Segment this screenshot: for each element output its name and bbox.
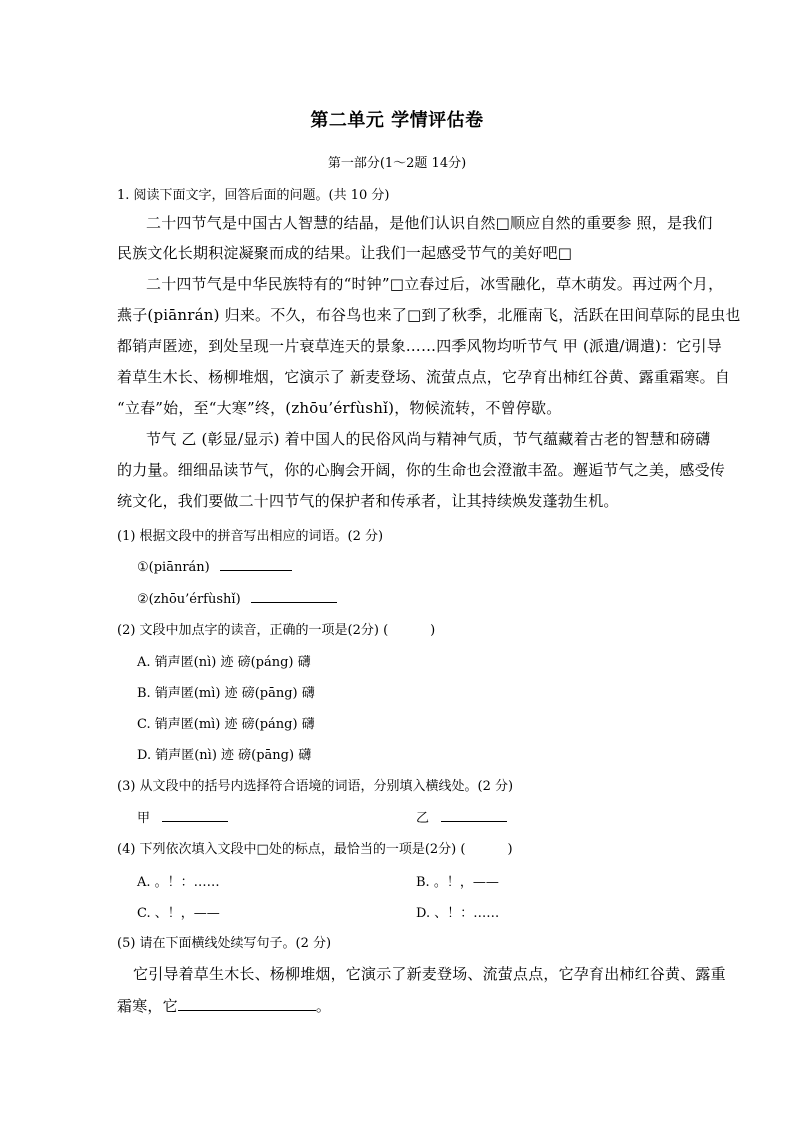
passage-p2-line4: 着草生木长、杨柳堆烟，它演示了 新麦登场、流萤点点，它孕育出柿红谷黄、露重霜寒。自 [117,368,730,386]
sub-question-4-close: ) [507,842,513,857]
sub-question-1-item-1 [137,558,292,575]
answer-blank-yi[interactable] [441,809,507,822]
answer-blank-5[interactable] [178,998,316,1011]
passage-p3-line3: 统文化，我们要做二十四节气的保护者和传承者，让其持续焕发蓬勃生机。 [117,492,619,510]
pinyin-prompt-1: ①(piānrán) [137,560,210,575]
page-title: 第二单元 学情评估卷 [310,110,484,131]
sub-question-1-stem: (1) 根据文段中的拼音写出相应的词语。(2 分) [117,529,384,544]
question-1-stem: 1. 阅读下面文字，回答后面的问题。(共 10 分) [117,188,390,203]
option-2c[interactable]: C. 销声匿(mì) 迹 磅(páng) 礴 [137,717,315,732]
passage-p3-line1: 节气 乙 (彰显/显示) 着中国人的民俗风尚与精神气质，节气蕴藏着古老的智慧和磅礴 [146,430,711,448]
sub-question-4-stem [117,838,513,857]
section-heading: 第一部分(1～2题 14分) [327,156,467,171]
passage-p1-line1: 二十四节气是中国古人智慧的结晶，是他们认识自然□顺应自然的重要参 照，是我们 [146,214,713,232]
pinyin-prompt-2: ②(zhōu’érfùshǐ) [137,592,241,607]
passage-p1-line2: 民族文化长期积淀凝聚而成的结果。让我们一起感受节气的美好吧□ [117,244,573,262]
sub-question-2-close: ) [430,623,436,638]
passage-p2-line1: 二十四节气是中华民族特有的“时钟”□立春过后，冰雪融化，草木萌发。再过两个月， [146,275,724,293]
sub-question-4-text: (4) 下列依次填入文段中□处的标点，最恰当的一项是(2分) ( [117,842,466,857]
option-4b[interactable]: B. 。！，—— [416,875,499,890]
continuation-line-2 [117,995,331,1016]
answer-blank-2[interactable] [251,590,337,603]
option-4a[interactable]: A. 。！：…… [137,875,220,890]
option-2a[interactable]: A. 销声匿(nì) 迹 磅(páng) 礴 [137,655,311,670]
sub-question-1-item-2 [137,590,337,607]
continuation-line-1: 它引导着草生木长、杨柳堆烟，它演示了新麦登场、流萤点点，它孕育出柿红谷黄、露重 [133,965,726,983]
option-2b[interactable]: B. 销声匿(mì) 迹 磅(pāng) 礴 [137,686,315,701]
continuation-end: 。 [315,997,332,1015]
answer-blank-1[interactable] [220,558,292,571]
passage-p2-line2: 燕子(piānrán) 归来。不久，布谷鸟也来了□到了秋季，北雁南飞，活跃在田间草际的昆虫也 [117,306,741,324]
sub-question-2-stem [117,619,435,638]
answer-blank-jia[interactable] [162,809,228,822]
label-yi: 乙 [416,811,430,826]
fill-blank-b [416,807,507,826]
passage-p2-line5: “立春”始，至“大寒”终，(zhōu’érfùshǐ)，物候流转，不曾停歇。 [117,399,562,417]
sub-question-2-text: (2) 文段中加点字的读音，正确的一项是(2分) ( [117,623,389,638]
continuation-prefix: 霜寒，它 [117,997,178,1015]
fill-blank-a [137,807,228,826]
option-4d[interactable]: D. 、！：…… [416,906,500,921]
sub-question-3-stem: (3) 从文段中的括号内选择符合语境的词语，分别填入横线处。(2 分) [117,779,514,794]
passage-p3-line2: 的力量。细细品读节气，你的心胸会开阔，你的生命也会澄澈丰盈。邂逅节气之美，感受传 [117,461,726,479]
option-4c[interactable]: C. 、！，—— [137,906,220,921]
option-2d[interactable]: D. 销声匿(nì) 迹 磅(pāng) 礴 [137,748,312,763]
label-jia: 甲 [137,811,151,826]
sub-question-5-stem: (5) 请在下面横线处续写句子。(2 分) [117,936,332,951]
passage-p2-line3: 都销声匿迹，到处呈现一片衰草连天的景象……四季风物均听节气 甲 (派遣/调遣)：它引导 [117,337,722,355]
